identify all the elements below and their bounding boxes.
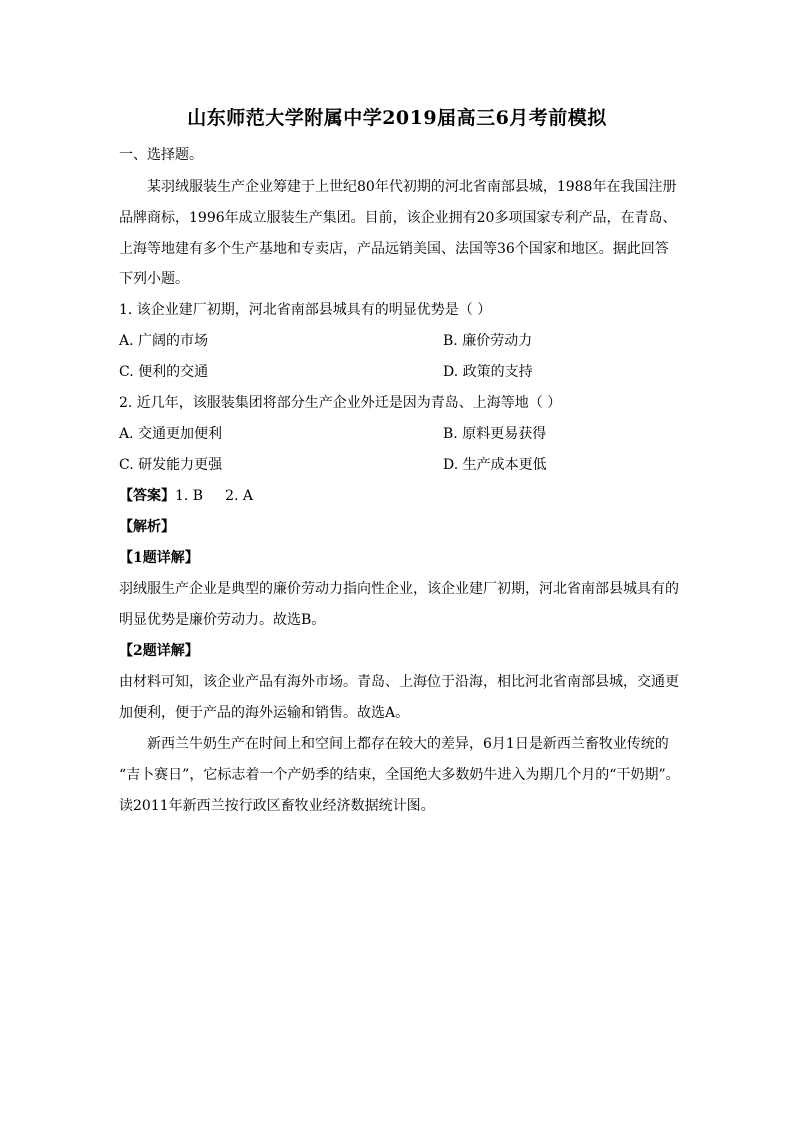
detail-2-line-1: 由材料可知，该企业产品有海外市场。青岛、上海位于沿海，相比河北省南部县城，交通更	[119, 674, 679, 690]
answer-line	[119, 487, 253, 505]
question-1-option-a: A. 广阔的市场	[119, 333, 209, 349]
intro-line-1: 某羽绒服装生产企业筹建于上世纪80年代初期的河北省南部县城，1988年在我国注册	[147, 179, 677, 195]
answer-2: 2. A	[225, 488, 254, 504]
question-1-option-d: D. 政策的支持	[443, 364, 533, 380]
passage-2-line-1: 新西兰牛奶生产在时间上和空间上都存在较大的差异，6月1日是新西兰畜牧业传统的	[147, 736, 669, 752]
section-heading: 一、选择题。	[119, 147, 203, 163]
detail-1-line-2: 明显优势是廉价劳动力。故选B。	[119, 612, 326, 628]
answer-1: 1. B	[175, 488, 204, 504]
detail-1-label: 【1题详解】	[119, 550, 199, 566]
question-1-option-c: C. 便利的交通	[119, 364, 209, 380]
question-1-stem: 1. 该企业建厂初期，河北省南部县城具有的明显优势是（ ）	[119, 302, 492, 318]
question-2-option-a: A. 交通更加便利	[119, 426, 223, 442]
question-2-option-c: C. 研发能力更强	[119, 457, 223, 473]
intro-line-4: 下列小题。	[119, 271, 189, 287]
question-2-option-b: B. 原料更易获得	[443, 426, 547, 442]
intro-line-3: 上海等地建有多个生产基地和专卖店，产品远销美国、法国等36个国家和地区。据此回答	[119, 241, 669, 257]
question-2-stem: 2. 近几年，该服装集团将部分生产企业外迁是因为青岛、上海等地（ ）	[119, 395, 562, 411]
question-1-option-b: B. 廉价劳动力	[443, 333, 533, 349]
detail-1-line-1: 羽绒服生产企业是典型的廉价劳动力指向性企业，该企业建厂初期，河北省南部县城具有的	[119, 581, 679, 597]
question-2-option-d: D. 生产成本更低	[443, 457, 547, 473]
detail-2-line-2: 加便利，便于产品的海外运输和销售。故选A。	[119, 705, 410, 721]
passage-2-line-3: 读2011年新西兰按行政区畜牧业经济数据统计图。	[119, 798, 435, 814]
detail-2-label: 【2题详解】	[119, 643, 199, 659]
passage-2-line-2: “吉卜赛日”，它标志着一个产奶季的结束，全国绝大多数奶牛进入为期几个月的“干奶期”。	[119, 767, 680, 783]
page-title: 山东师范大学附属中学2019届高三6月考前模拟	[187, 107, 607, 129]
analysis-label: 【解析】	[119, 519, 175, 535]
intro-line-2: 品牌商标，1996年成立服装生产集团。目前，该企业拥有20多项国家专利产品，在青岛、	[119, 210, 677, 226]
answer-label: 【答案】	[119, 488, 175, 504]
